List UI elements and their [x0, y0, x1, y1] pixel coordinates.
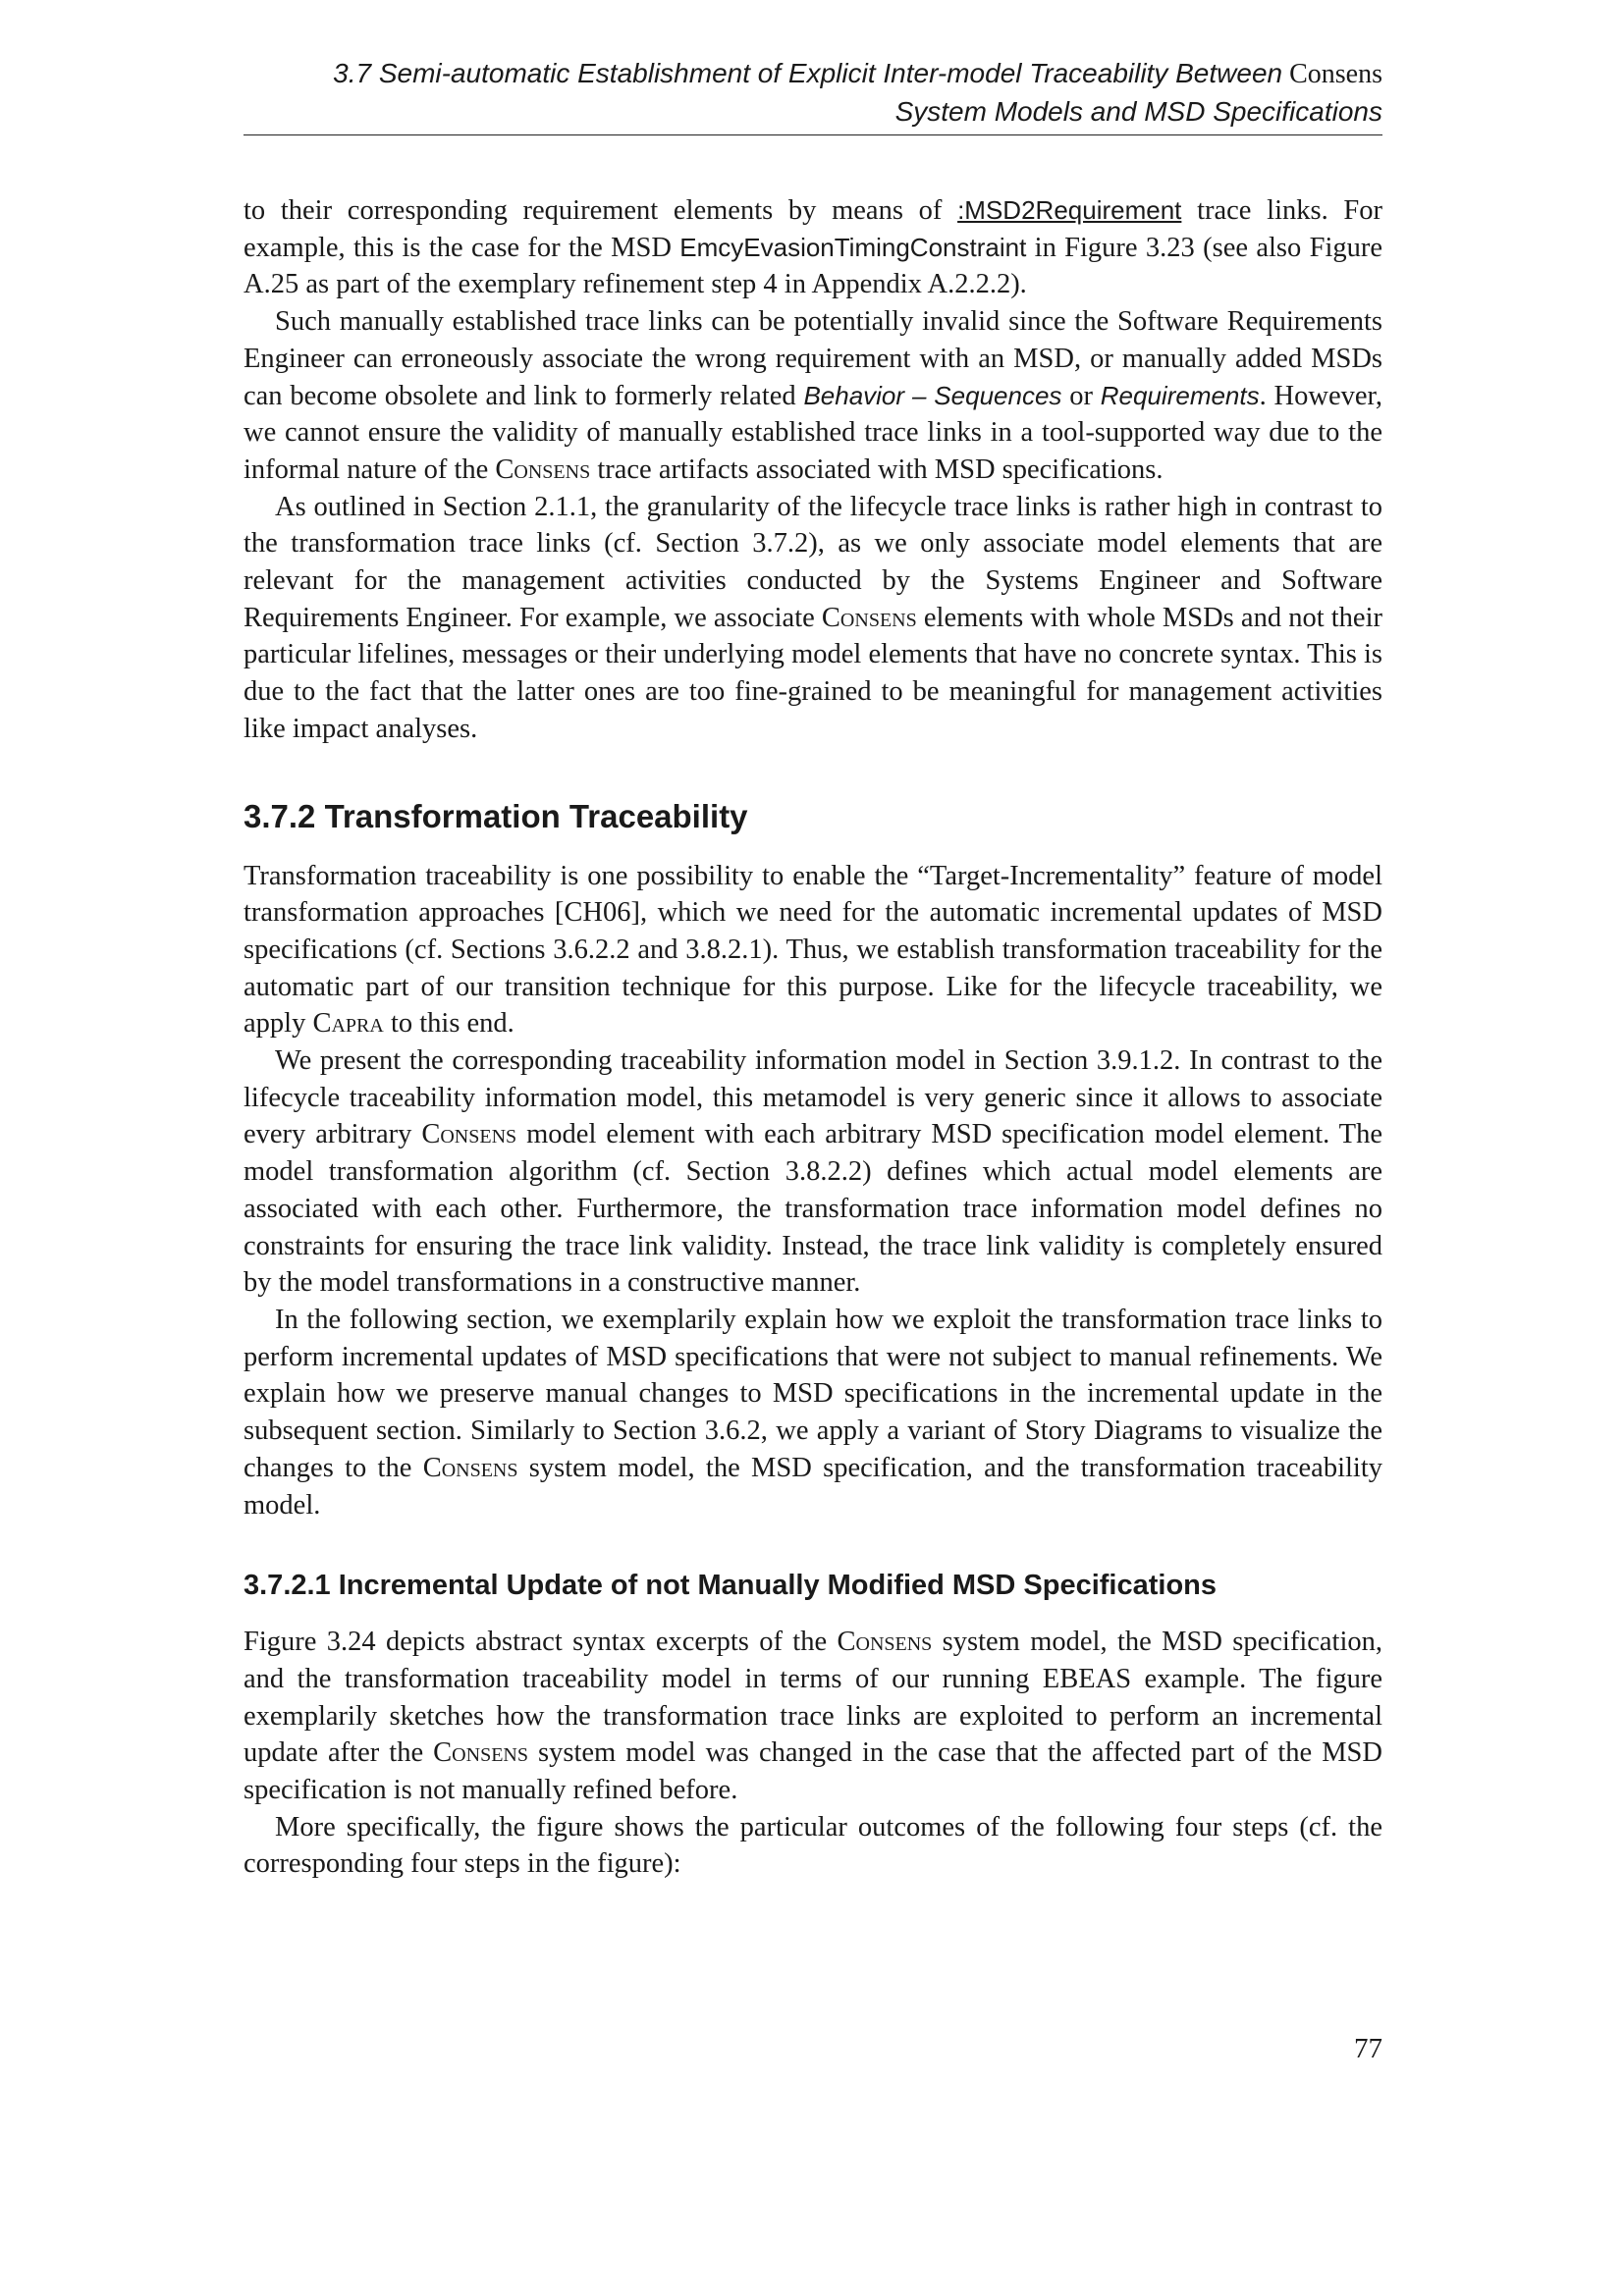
- text-span: trace artifacts associated with MSD specifications.: [590, 454, 1164, 485]
- section-heading: 3.7.2 Transformation Traceability: [244, 797, 748, 834]
- running-head-section-title: 3.7 Semi-automatic Establishment of Explicit Inter-model Traceability Between: [333, 58, 1283, 88]
- text-span: or: [1061, 380, 1101, 411]
- text-span: Transformation traceability is one possibility to enable the “Target-Incrementality” feature of model transformation approaches [CH06], which we need for the automatic incremental updates of MSD specifications (cf. Sections 3.6.2.2 and 3.8.2.1). Thus, we establish transformation traceability for the automatic part of our transition technique for this purpose. Like for the lifecycle traceability, we apply: [244, 860, 1382, 1040]
- consens-name: Consens: [421, 1119, 517, 1150]
- running-head-line-2: System Models and MSD Specifications: [894, 96, 1382, 127]
- subsection-heading: 3.7.2.1 Incremental Update of not Manually Modified MSD Specifications: [244, 1570, 1218, 1602]
- text-span: Figure 3.24 depicts abstract syntax excerpts of the: [244, 1627, 838, 1658]
- text-span: to their corresponding requirement elements by means of: [244, 195, 958, 226]
- consens-name: Consens: [837, 1627, 933, 1658]
- text-span: system model, the MSD specification, and the transformation traceability model in terms of our running EBEAS example. The figure exemplarily sketches how the transformation trace links are exploited to perform an incremental update after the: [244, 1627, 1383, 1769]
- page-number: 77: [1354, 2033, 1382, 2064]
- requirements-term: Requirements: [1100, 380, 1260, 410]
- paragraph-1: [244, 192, 1382, 303]
- text-span: model element with each arbitrary MSD specification model element. The model transformation algorithm (cf. Section 3.8.2.2) defines which actual model elements are associated with each other. Furthermore, the transformation trace information model defines no constraints for ensuring the trace link validity. Instead, the trace link validity is completely ensured by the model transformations in a constructive manner.: [244, 1119, 1382, 1299]
- text-span: . However, we cannot ensure the validity of manually established trace links in a tool-supported way due to the informal nature of the: [244, 380, 1382, 485]
- text-span: elements with whole MSDs and not their particular lifelines, messages or their underlying model elements that have no concrete syntax. This is due to the fact that the latter ones are too fine-grained to be meaningful for management activities like impact analyses.: [244, 602, 1382, 744]
- text-span: system model, the MSD specification, and the transformation traceability model.: [244, 1452, 1382, 1521]
- consens-name: Consens: [821, 602, 917, 633]
- paragraph-4: [244, 858, 1382, 1043]
- trace-link-type: :MSD2Requirement: [957, 195, 1182, 225]
- header-rule: [244, 134, 1382, 135]
- text-span: In the following section, we exemplarily explain how we exploit the transformation trace links to perform incremental updates of MSD specifications that were not subject to manual refinements. We explain how we preserve manual changes to MSD specifications in the incremental update in the subsequent section. Similarly to Section 3.6.2, we apply a variant of Story Diagrams to visualize the changes to the: [244, 1304, 1382, 1483]
- msd-name: EmcyEvasionTimingConstraint: [679, 232, 1027, 262]
- running-head-line-1: [244, 55, 1382, 93]
- text-span: in Figure 3.23 (see also Figure A.25 as part of the exemplary refinement step 4 in Appendix A.2.2.2).: [244, 232, 1383, 300]
- consens-name: Consens: [495, 454, 591, 485]
- main-text: [244, 192, 1382, 1883]
- paragraph-2: [244, 303, 1382, 489]
- running-head: [244, 55, 1382, 131]
- capra-name: Capra: [312, 1008, 384, 1040]
- paragraph-5: [244, 1042, 1382, 1302]
- consens-name: Consens: [433, 1737, 528, 1769]
- text-span: system model was changed in the case that the affected part of the MSD specification is not manually refined before.: [244, 1737, 1382, 1806]
- paragraph-8: More specifically, the figure shows the particular outcomes of the following four steps (cf. the corresponding four steps in the figure):: [244, 1811, 1382, 1880]
- text-span: to this end.: [383, 1008, 514, 1040]
- running-head-consens: Consens: [1282, 59, 1382, 89]
- behavior-sequences-term: Behavior – Sequences: [803, 380, 1062, 410]
- paragraph-7: [244, 1624, 1382, 1809]
- consens-name: Consens: [422, 1452, 518, 1483]
- text-span: Such manually established trace links can be potentially invalid since the Software Requirements Engineer can erroneously associate the wrong requirement with an MSD, or manually added MSDs can become obsolete and link to formerly related: [244, 306, 1382, 411]
- text-span: As outlined in Section 2.1.1, the granularity of the lifecycle trace links is rather high in contrast to the transformation trace links (cf. Section 3.7.2), as we only associate model elements that are relevant for the management activities conducted by the Systems Engineer and Software Requirements Engineer. For example, we associate: [244, 491, 1382, 633]
- text-span: We present the corresponding traceability information model in Section 3.9.1.2. In contrast to the lifecycle traceability information model, this metamodel is very generic since it allows to associate every arbitrary: [244, 1045, 1382, 1150]
- paragraph-3: [244, 489, 1382, 748]
- text-span: trace links. For example, this is the case for the MSD: [244, 195, 1382, 263]
- paragraph-6: [244, 1302, 1382, 1523]
